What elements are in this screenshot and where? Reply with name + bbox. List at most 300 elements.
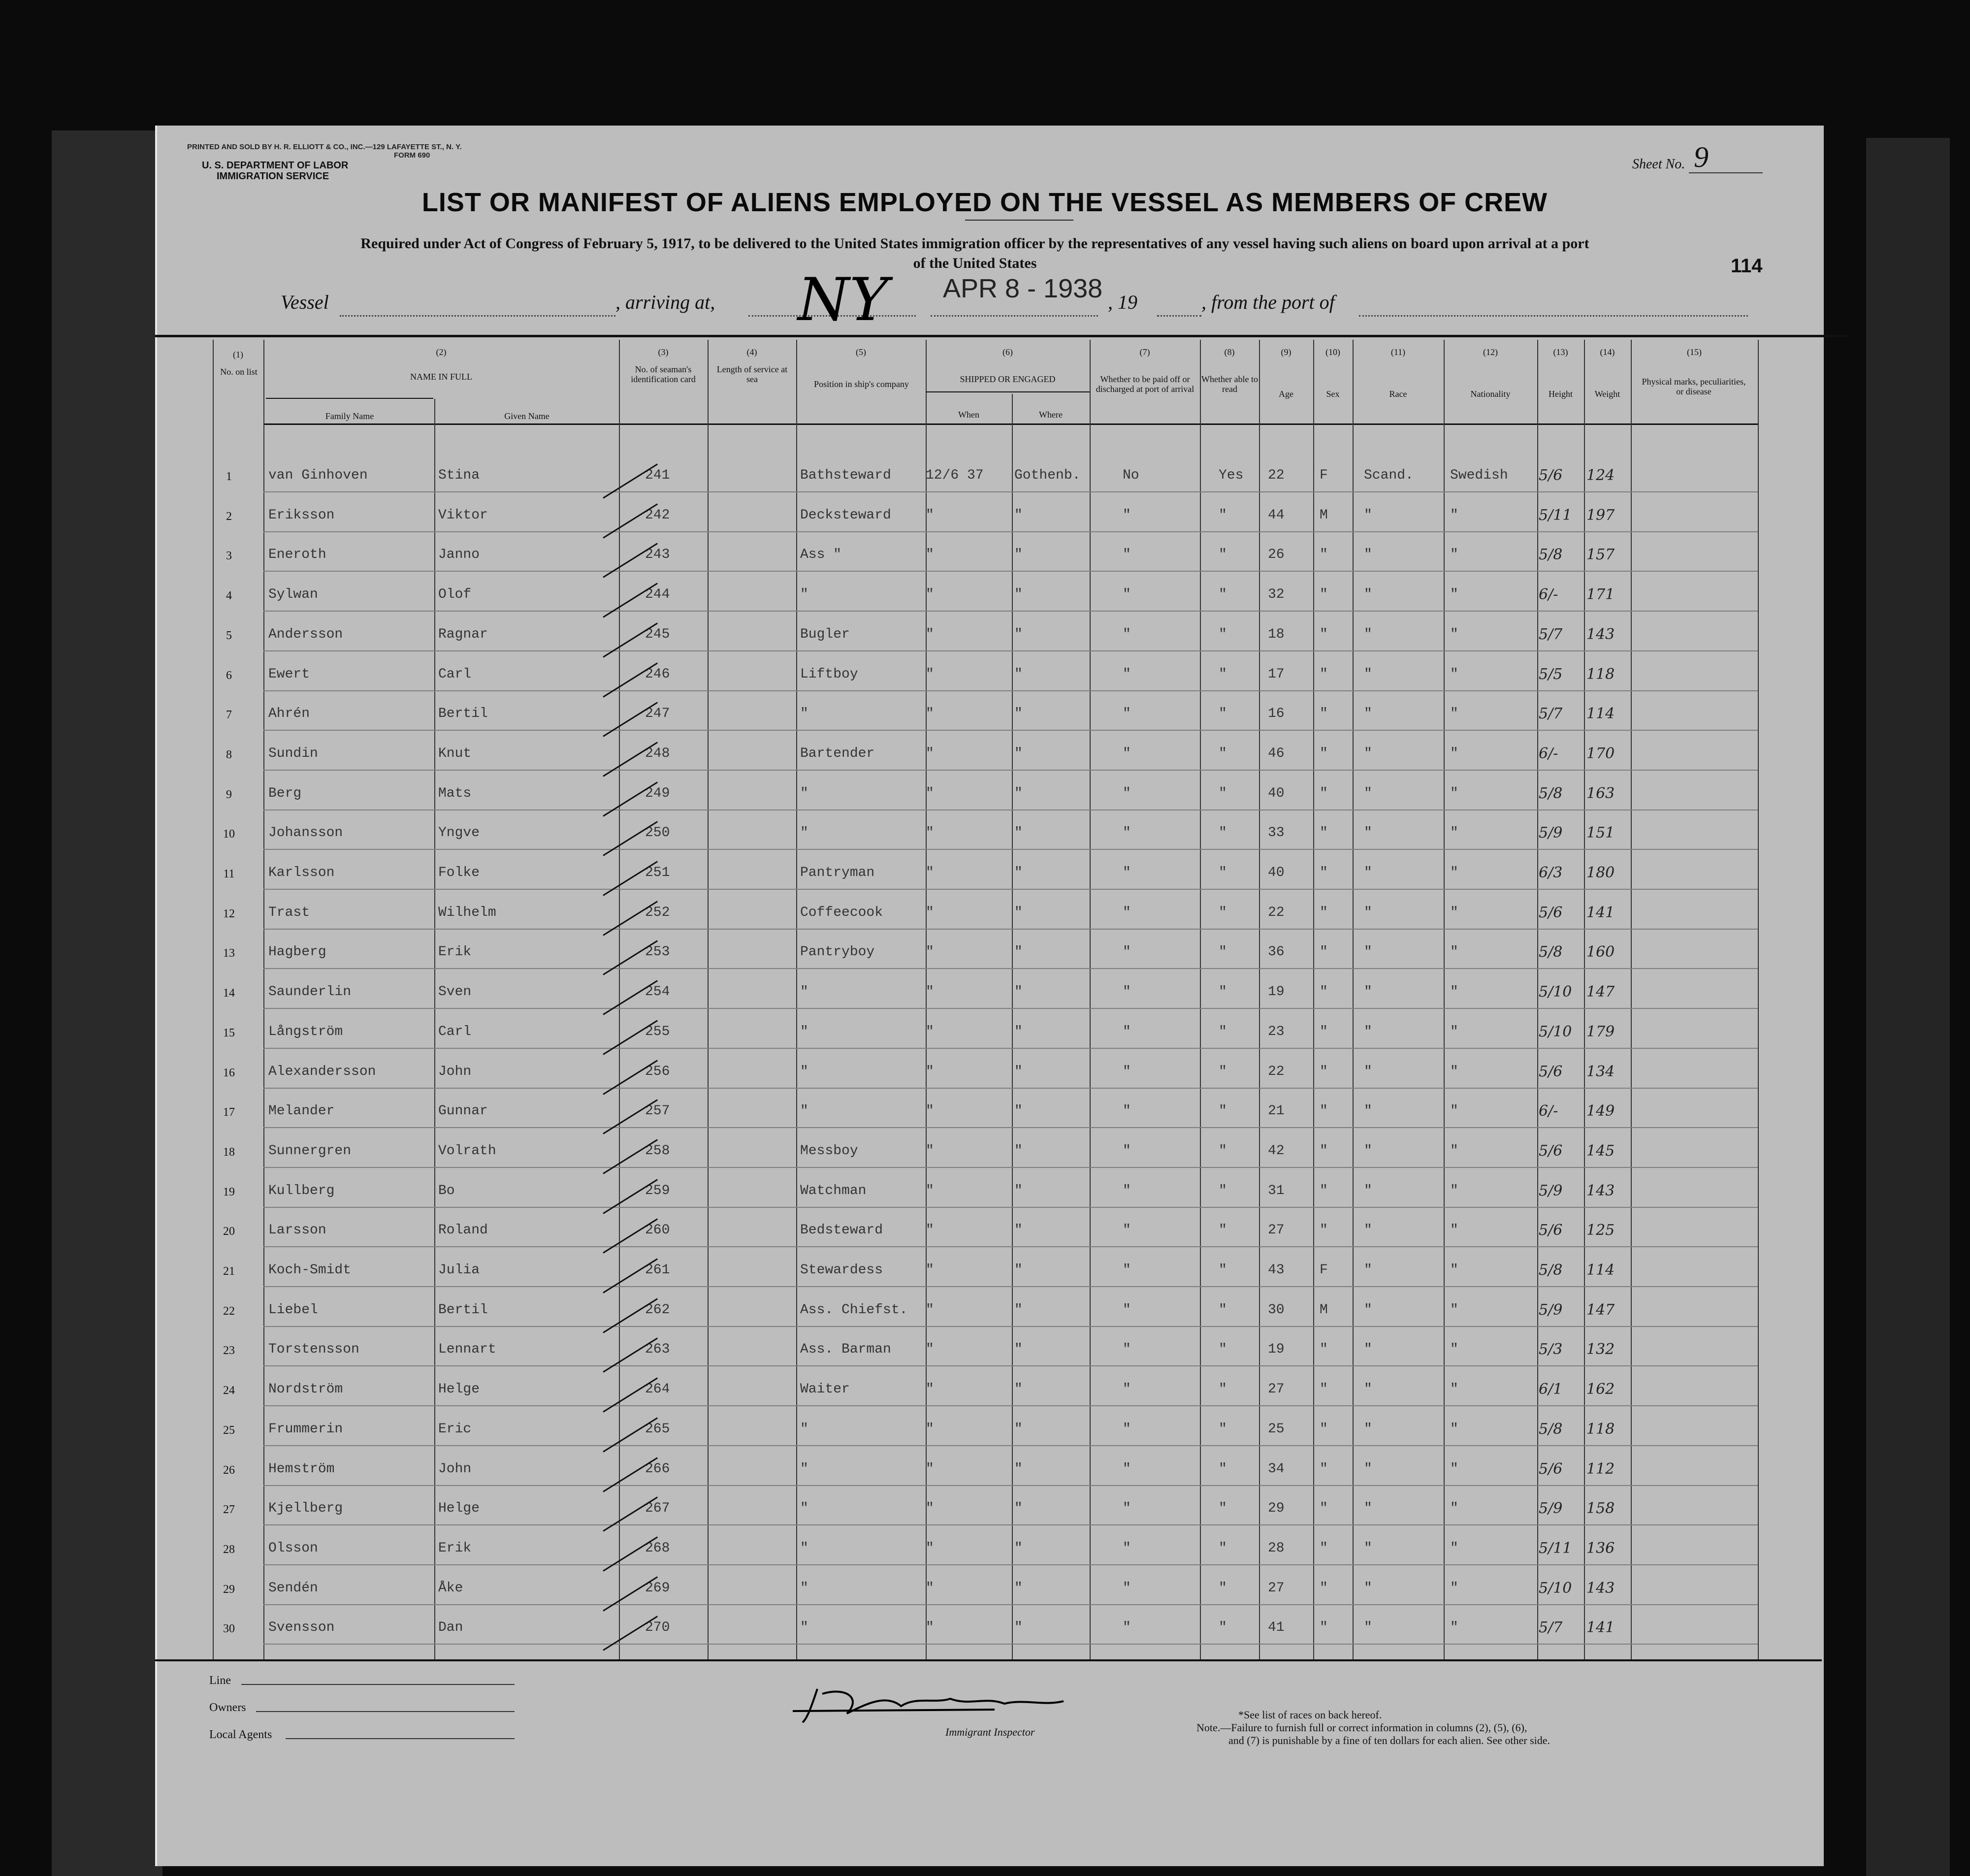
- hdr-able-read: Whether able to read: [1201, 374, 1258, 394]
- race-cell: ": [1364, 1421, 1372, 1437]
- department-header: [202, 160, 348, 182]
- row-number: 3: [226, 550, 232, 563]
- height-cell: 5/6: [1539, 1460, 1563, 1478]
- family-name-cell: Trast: [268, 905, 310, 920]
- paid-off-cell: ": [1123, 905, 1131, 920]
- when-cell: ": [926, 984, 934, 1000]
- required-line-1: Required under Act of Congress of February 5, 1917, to be delivered to the United States immigration officer by the representatives of any vessel having such aliens on board upon arrival at a port: [360, 235, 1589, 252]
- paid-off-cell: ": [1123, 984, 1131, 1000]
- age-cell: 46: [1268, 745, 1285, 761]
- row-number: 10: [223, 828, 235, 841]
- sex-cell: ": [1320, 1223, 1328, 1238]
- race-cell: ": [1364, 1064, 1372, 1079]
- note-races: *See list of races on back hereof.: [1238, 1709, 1382, 1721]
- sex-cell: ": [1320, 1382, 1328, 1397]
- weight-cell: 143: [1586, 1579, 1615, 1597]
- nationality-cell: ": [1450, 1262, 1458, 1278]
- sex-cell: ": [1320, 626, 1328, 642]
- family-name-cell: Kjellberg: [268, 1501, 343, 1517]
- able-read-cell: ": [1219, 1342, 1227, 1358]
- family-name-cell: Koch-Smidt: [268, 1262, 352, 1278]
- row-number: 20: [223, 1225, 235, 1238]
- stamp-number: 114: [1731, 255, 1763, 277]
- race-cell: ": [1364, 865, 1372, 880]
- weight-cell: 118: [1586, 1420, 1615, 1438]
- sheet-label: Sheet No.: [1632, 157, 1685, 172]
- sex-cell: ": [1320, 1620, 1328, 1636]
- age-cell: 25: [1268, 1421, 1285, 1437]
- where-cell: ": [1014, 1342, 1023, 1358]
- when-cell: ": [926, 1382, 934, 1397]
- race-cell: ": [1364, 1143, 1372, 1159]
- col-num-1: (1): [233, 350, 243, 359]
- row-number: 7: [226, 709, 232, 722]
- row-rule: [263, 571, 1758, 572]
- col-divider: [1259, 340, 1260, 1659]
- row-rule: [263, 1445, 1758, 1446]
- where-cell: ": [1014, 507, 1023, 523]
- note-line-1: Note.—Failure to furnish full or correct information in columns (2), (5), (6),: [1196, 1721, 1527, 1734]
- weight-cell: 132: [1586, 1341, 1615, 1358]
- age-cell: 17: [1268, 666, 1285, 682]
- hdr-given-name: Given Name: [504, 411, 549, 421]
- nationality-cell: ": [1450, 1461, 1458, 1477]
- id-card-cell: 243: [645, 547, 670, 563]
- col-num-2: (2): [436, 347, 447, 357]
- col-num-15: (15): [1687, 347, 1702, 357]
- given-name-cell: Janno: [438, 547, 480, 563]
- id-card-cell: 249: [645, 785, 670, 801]
- col-num-14: (14): [1600, 347, 1615, 357]
- age-cell: 22: [1268, 1064, 1285, 1079]
- row-rule: [263, 1167, 1758, 1168]
- hdr-age: Age: [1279, 389, 1293, 399]
- hdr-height: Height: [1549, 389, 1573, 399]
- height-cell: 5/9: [1539, 1182, 1563, 1199]
- age-cell: 32: [1268, 587, 1285, 603]
- paid-off-cell: ": [1123, 1183, 1131, 1198]
- height-cell: 5/8: [1539, 546, 1563, 564]
- shipped-subrule: [926, 391, 1090, 392]
- paid-off-cell: ": [1123, 1064, 1131, 1079]
- row-rule: [263, 1048, 1758, 1049]
- id-card-cell: 259: [645, 1183, 670, 1198]
- position-cell: ": [800, 1580, 808, 1596]
- race-cell: ": [1364, 1024, 1372, 1039]
- race-cell: ": [1364, 1302, 1372, 1318]
- position-cell: Messboy: [800, 1143, 858, 1159]
- when-cell: ": [926, 1342, 934, 1358]
- when-cell: ": [926, 507, 934, 523]
- age-cell: 41: [1268, 1620, 1285, 1636]
- where-cell: ": [1014, 1183, 1023, 1198]
- race-cell: Scand.: [1364, 468, 1414, 483]
- when-cell: ": [926, 905, 934, 920]
- age-cell: 26: [1268, 547, 1285, 563]
- when-cell: ": [926, 666, 934, 682]
- sex-cell: ": [1320, 1024, 1328, 1039]
- family-name-cell: Andersson: [268, 626, 343, 642]
- id-card-cell: 255: [645, 1024, 670, 1039]
- col-divider: [619, 340, 620, 1659]
- paid-off-cell: ": [1123, 1540, 1131, 1556]
- paid-off-cell: ": [1123, 865, 1131, 880]
- race-cell: ": [1364, 825, 1372, 841]
- hdr-position: Position in ship's company: [814, 379, 909, 389]
- nationality-cell: ": [1450, 547, 1458, 563]
- position-cell: ": [800, 1421, 808, 1437]
- race-cell: ": [1364, 745, 1372, 761]
- when-cell: ": [926, 1461, 934, 1477]
- where-cell: ": [1014, 1302, 1023, 1318]
- id-card-cell: 267: [645, 1501, 670, 1517]
- id-card-cell: 242: [645, 507, 670, 523]
- paid-off-cell: ": [1123, 666, 1131, 682]
- sex-cell: ": [1320, 984, 1328, 1000]
- able-read-cell: ": [1219, 865, 1227, 880]
- age-cell: 18: [1268, 626, 1285, 642]
- race-cell: ": [1364, 706, 1372, 722]
- position-cell: Liftboy: [800, 666, 858, 682]
- race-cell: ": [1364, 1501, 1372, 1517]
- height-cell: 6/3: [1539, 864, 1563, 881]
- age-cell: 29: [1268, 1501, 1285, 1517]
- hdr-name-in-full: NAME IN FULL: [410, 372, 472, 382]
- nationality-cell: ": [1450, 1540, 1458, 1556]
- note-line-2: and (7) is punishable by a fine of ten dollars for each alien. See other side.: [1228, 1734, 1550, 1747]
- where-cell: ": [1014, 1064, 1023, 1079]
- col-divider: [434, 399, 435, 1659]
- header-bottom-rule: [263, 423, 1758, 425]
- weight-cell: 171: [1586, 586, 1615, 604]
- position-cell: ": [800, 706, 808, 722]
- nationality-cell: ": [1450, 1382, 1458, 1397]
- hdr-length-service: Length of service at sea: [716, 364, 788, 384]
- paid-off-cell: ": [1123, 1620, 1131, 1636]
- age-cell: 44: [1268, 507, 1285, 523]
- given-name-cell: Erik: [438, 944, 472, 960]
- nationality-cell: ": [1450, 1342, 1458, 1358]
- where-cell: ": [1014, 1461, 1023, 1477]
- family-name-cell: Eneroth: [268, 547, 326, 563]
- weight-cell: 197: [1586, 506, 1615, 524]
- race-cell: ": [1364, 507, 1372, 523]
- given-name-cell: Bertil: [438, 706, 488, 722]
- nationality-cell: ": [1450, 1183, 1458, 1198]
- paid-off-cell: ": [1123, 825, 1131, 841]
- given-name-cell: Ragnar: [438, 626, 488, 642]
- when-cell: ": [926, 1024, 934, 1039]
- row-rule: [263, 849, 1758, 850]
- col-num-3: (3): [658, 347, 669, 357]
- able-read-cell: ": [1219, 1223, 1227, 1238]
- weight-cell: 114: [1586, 705, 1615, 723]
- race-cell: ": [1364, 587, 1372, 603]
- col-divider: [1758, 340, 1759, 1659]
- given-name-cell: Viktor: [438, 507, 488, 523]
- from-port-field: [1359, 315, 1748, 317]
- row-number: 19: [223, 1185, 235, 1198]
- family-name-cell: Larsson: [268, 1223, 326, 1238]
- sex-cell: ": [1320, 785, 1328, 801]
- able-read-cell: ": [1219, 825, 1227, 841]
- required-line-2: of the United States: [913, 255, 1037, 271]
- weight-cell: 125: [1586, 1222, 1615, 1239]
- where-cell: ": [1014, 587, 1023, 603]
- row-rule: [263, 1564, 1758, 1565]
- nationality-cell: ": [1450, 706, 1458, 722]
- height-cell: 6/-: [1539, 1102, 1558, 1120]
- family-name-cell: Johansson: [268, 825, 343, 841]
- nationality-cell: ": [1450, 745, 1458, 761]
- position-cell: Ass. Barman: [800, 1342, 891, 1358]
- where-cell: ": [1014, 626, 1023, 642]
- able-read-cell: ": [1219, 1143, 1227, 1159]
- weight-cell: 134: [1586, 1063, 1615, 1080]
- position-cell: ": [800, 1501, 808, 1517]
- family-name-cell: Hagberg: [268, 944, 326, 960]
- when-cell: ": [926, 1580, 934, 1596]
- where-cell: ": [1014, 944, 1023, 960]
- family-name-cell: Eriksson: [268, 507, 335, 523]
- id-card-cell: 258: [645, 1143, 670, 1159]
- table-top-rule: [155, 335, 1849, 337]
- given-name-cell: Bo: [438, 1183, 455, 1198]
- age-cell: 31: [1268, 1183, 1285, 1198]
- row-rule: [263, 1326, 1758, 1327]
- given-name-cell: Carl: [438, 666, 472, 682]
- sex-cell: ": [1320, 666, 1328, 682]
- family-name-cell: Frummerin: [268, 1421, 343, 1437]
- position-cell: Bartender: [800, 745, 875, 761]
- id-card-cell: 253: [645, 944, 670, 960]
- when-cell: ": [926, 1501, 934, 1517]
- race-cell: ": [1364, 1223, 1372, 1238]
- height-cell: 5/7: [1539, 625, 1563, 643]
- able-read-cell: ": [1219, 1064, 1227, 1079]
- height-cell: 5/5: [1539, 665, 1563, 683]
- given-name-cell: Stina: [438, 468, 480, 483]
- age-cell: 27: [1268, 1382, 1285, 1397]
- sex-cell: ": [1320, 1580, 1328, 1596]
- paid-off-cell: ": [1123, 1580, 1131, 1596]
- row-number: 16: [223, 1066, 235, 1079]
- nationality-cell: ": [1450, 944, 1458, 960]
- when-cell: ": [926, 1421, 934, 1437]
- row-number: 28: [223, 1543, 235, 1556]
- where-cell: ": [1014, 1382, 1023, 1397]
- row-number: 1: [226, 470, 232, 483]
- inspector-signature: [788, 1684, 1093, 1723]
- nationality-cell: ": [1450, 666, 1458, 682]
- row-number: 29: [223, 1583, 235, 1596]
- given-name-cell: Eric: [438, 1421, 472, 1437]
- family-name-cell: Karlsson: [268, 865, 335, 880]
- when-cell: ": [926, 1183, 934, 1198]
- hdr-race: Race: [1389, 389, 1407, 399]
- paid-off-cell: ": [1123, 944, 1131, 960]
- hdr-shipped-engaged: SHIPPED OR ENGAGED: [960, 374, 1056, 384]
- where-cell: ": [1014, 785, 1023, 801]
- given-name-cell: Carl: [438, 1024, 472, 1039]
- col-divider: [1584, 340, 1585, 1659]
- where-cell: ": [1014, 865, 1023, 880]
- height-cell: 5/9: [1539, 824, 1563, 842]
- year-label: , 19: [1108, 291, 1137, 313]
- col-num-12: (12): [1483, 347, 1498, 357]
- sex-cell: ": [1320, 1183, 1328, 1198]
- row-number: 4: [226, 589, 232, 603]
- row-rule: [263, 491, 1758, 492]
- given-name-cell: Wilhelm: [438, 905, 496, 920]
- paid-off-cell: No: [1123, 468, 1139, 483]
- given-name-cell: Helge: [438, 1501, 480, 1517]
- age-cell: 22: [1268, 905, 1285, 920]
- age-cell: 16: [1268, 706, 1285, 722]
- given-name-cell: Lennart: [438, 1342, 496, 1358]
- age-cell: 42: [1268, 1143, 1285, 1159]
- where-cell: ": [1014, 1501, 1023, 1517]
- id-card-cell: 261: [645, 1262, 670, 1278]
- age-cell: 19: [1268, 984, 1285, 1000]
- printer-imprint: PRINTED AND SOLD BY H. R. ELLIOTT & CO., INC.—129 LAFAYETTE ST., N. Y. FORM 690: [187, 143, 462, 160]
- able-read-cell: ": [1219, 984, 1227, 1000]
- paid-off-cell: ": [1123, 1461, 1131, 1477]
- id-card-cell: 263: [645, 1342, 670, 1358]
- age-cell: 30: [1268, 1302, 1285, 1318]
- age-cell: 19: [1268, 1342, 1285, 1358]
- sex-cell: ": [1320, 865, 1328, 880]
- height-cell: 5/7: [1539, 1619, 1563, 1637]
- row-number: 5: [226, 629, 232, 642]
- given-name-cell: Åke: [438, 1580, 463, 1596]
- when-cell: ": [926, 825, 934, 841]
- height-cell: 5/10: [1539, 983, 1572, 1001]
- given-name-cell: Helge: [438, 1382, 480, 1397]
- hdr-family-name: Family Name: [325, 411, 374, 421]
- row-rule: [263, 1286, 1758, 1287]
- nationality-cell: ": [1450, 984, 1458, 1000]
- paid-off-cell: ": [1123, 1302, 1131, 1318]
- family-name-cell: van Ginhoven: [268, 468, 368, 483]
- when-cell: ": [926, 944, 934, 960]
- sex-cell: ": [1320, 1143, 1328, 1159]
- able-read-cell: ": [1219, 507, 1227, 523]
- family-name-cell: Kullberg: [268, 1183, 335, 1198]
- weight-cell: 180: [1586, 864, 1615, 881]
- sex-cell: ": [1320, 944, 1328, 960]
- where-cell: ": [1014, 1262, 1023, 1278]
- height-cell: 5/6: [1539, 1142, 1563, 1160]
- able-read-cell: ": [1219, 1620, 1227, 1636]
- id-card-cell: 260: [645, 1223, 670, 1238]
- when-cell: ": [926, 587, 934, 603]
- given-name-cell: Roland: [438, 1223, 488, 1238]
- able-read-cell: ": [1219, 1421, 1227, 1437]
- paid-off-cell: ": [1123, 1382, 1131, 1397]
- col-num-6: (6): [1002, 347, 1013, 357]
- nationality-cell: ": [1450, 1302, 1458, 1318]
- row-number: 17: [223, 1106, 235, 1119]
- given-name-cell: Sven: [438, 984, 472, 1000]
- col-num-9: (9): [1281, 347, 1292, 357]
- height-cell: 5/8: [1539, 1261, 1563, 1279]
- position-cell: ": [800, 1461, 808, 1477]
- able-read-cell: ": [1219, 905, 1227, 920]
- position-cell: Bathsteward: [800, 468, 891, 483]
- hdr-sex: Sex: [1326, 389, 1340, 399]
- nationality-cell: ": [1450, 1421, 1458, 1437]
- position-cell: ": [800, 1540, 808, 1556]
- family-name-cell: Alexandersson: [268, 1064, 376, 1079]
- weight-cell: 114: [1586, 1261, 1615, 1279]
- hdr-where: Where: [1039, 410, 1063, 420]
- sex-cell: ": [1320, 905, 1328, 920]
- when-cell: ": [926, 745, 934, 761]
- height-cell: 5/8: [1539, 784, 1563, 802]
- sex-cell: ": [1320, 547, 1328, 563]
- able-read-cell: ": [1219, 785, 1227, 801]
- weight-cell: 163: [1586, 784, 1615, 802]
- when-cell: ": [926, 1302, 934, 1318]
- when-cell: ": [926, 785, 934, 801]
- family-name-cell: Ahrén: [268, 706, 310, 722]
- row-number: 25: [223, 1423, 235, 1437]
- arriving-value: NY: [798, 266, 889, 334]
- id-card-cell: 244: [645, 587, 670, 603]
- height-cell: 5/7: [1539, 705, 1563, 723]
- paid-off-cell: ": [1123, 547, 1131, 563]
- weight-cell: 112: [1586, 1460, 1615, 1478]
- col-divider: [263, 340, 264, 1659]
- race-cell: ": [1364, 785, 1372, 801]
- given-name-cell: Dan: [438, 1620, 463, 1636]
- row-rule: [263, 690, 1758, 691]
- paid-off-cell: ": [1123, 1103, 1131, 1119]
- id-card-cell: 254: [645, 984, 670, 1000]
- race-cell: ": [1364, 1262, 1372, 1278]
- hdr-weight: Weight: [1594, 389, 1620, 399]
- where-cell: ": [1014, 1103, 1023, 1119]
- weight-cell: 147: [1586, 1301, 1615, 1319]
- weight-cell: 151: [1586, 824, 1615, 842]
- row-number: 8: [226, 748, 232, 761]
- nationality-cell: ": [1450, 587, 1458, 603]
- able-read-cell: Yes: [1219, 468, 1244, 483]
- family-name-cell: Sendén: [268, 1580, 318, 1596]
- sex-cell: ": [1320, 706, 1328, 722]
- row-rule: [263, 770, 1758, 771]
- id-card-cell: 250: [645, 825, 670, 841]
- row-rule: [263, 1644, 1758, 1645]
- where-cell: Gothenb.: [1014, 468, 1081, 483]
- position-cell: Waiter: [800, 1382, 850, 1397]
- height-cell: 5/10: [1539, 1023, 1572, 1040]
- where-cell: ": [1014, 1540, 1023, 1556]
- col-num-13: (13): [1553, 347, 1568, 357]
- paid-off-cell: ": [1123, 1342, 1131, 1358]
- position-cell: Watchman: [800, 1183, 867, 1198]
- given-name-cell: Bertil: [438, 1302, 488, 1318]
- when-cell: ": [926, 1620, 934, 1636]
- col-divider: [1537, 340, 1538, 1659]
- paid-off-cell: ": [1123, 1262, 1131, 1278]
- weight-cell: 179: [1586, 1023, 1615, 1040]
- when-cell: ": [926, 1540, 934, 1556]
- where-cell: ": [1014, 1223, 1023, 1238]
- where-cell: ": [1014, 905, 1023, 920]
- when-cell: ": [926, 706, 934, 722]
